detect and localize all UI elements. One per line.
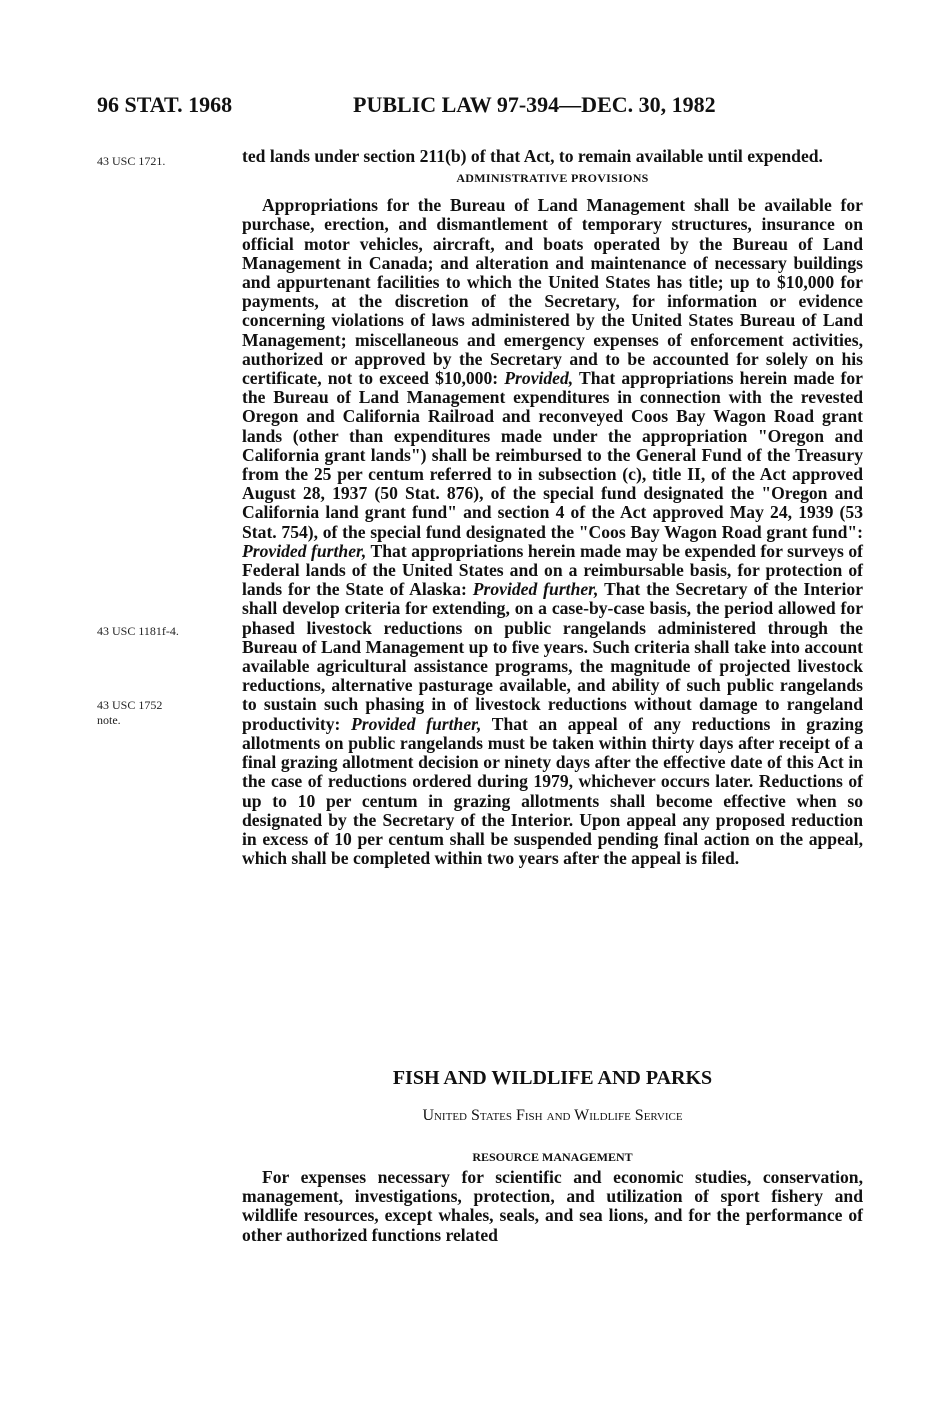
margin-citation: note. [97, 713, 121, 727]
stat-page-number: 96 STAT. 1968 [97, 92, 233, 117]
resource-management-paragraph: For expenses necessary for scientific and economic studies, conservation, management, investigations, protection, and utilization of sport fishery and wildlife resources, except whales, seals, and sea lions, and for the performance of other authorized functions related [242, 1167, 863, 1245]
continuation-paragraph: ted lands under section 211(b) of that Act, to remain available until expended. [242, 146, 823, 166]
fish-wildlife-parks-heading: FISH AND WILDLIFE AND PARKS [392, 1067, 713, 1089]
public-law-title: PUBLIC LAW 97-394—DEC. 30, 1982 [353, 92, 716, 117]
administrative-provisions-heading: ADMINISTRATIVE PROVISIONS [456, 171, 649, 186]
margin-citation: 43 USC 1181f-4. [97, 624, 179, 638]
usfws-heading: United States Fish and Wildlife Service [422, 1107, 683, 1124]
margin-citation: 43 USC 1721. [97, 154, 166, 168]
administrative-provisions-paragraph: Appropriations for the Bureau of Land Management shall be available for purchase, erection, and dismantlement of temporary structures, insurance on official motor vehicles, aircraft, and boats operated by the Bureau of Land Management in Canada; and alteration and maintenance of necessary buildings and appurtenant facilities to which the United States has title; up to $10,000 for payments, at the discretion of the Secretary, for information or evidence concerning violations of laws administered by the United States Bureau of Land Management; miscellaneous and emergency expenses of enforcement activities, authorized or approved by the Secretary and to be accounted for solely on his certificate, not to exceed $10,000: Provided, That appropriations herein made for the Bureau of Land Management expenditures in connection with the revested Oregon and California Railroad and reconveyed Coos Bay Wagon Road grant lands (other than expenditures made under the appropriation "Oregon and California grant lands") shall be reimbursed to the General Fund of the Treasury from the 25 per centum referred to in subsection (c), title II, of the Act approved August 28, 1937 (50 Stat. 876), of the special fund designated the "Oregon and California land grant fund" and section 4 of the Act approved May 24, 1939 (53 Stat. 754), of the special fund designated the "Coos Bay Wagon Road grant fund": Provided further, That appropriations herein made may be expended for surveys of Federal lands of the United States and on a reimbursable basis, for protection of lands for the State of Alaska: Provided further, That the Secretary of the Interior shall develop criteria for extending, on a case-by-case basis, the period allowed for phased livestock reductions on public rangelands administered through the Bureau of Land Management up to five years. Such criteria shall take into account available agricultural assistance programs, the magnitude of projected livestock reductions, alternative pasturage available, and ability of such public rangelands to sustain such phasing in of livestock reductions without damage to rangeland productivity: Provided further, That an appeal of any reductions in grazing allotments on public rangelands must be taken within thirty days after receipt of a final grazing allotment decision or ninety days after the effective date of this Act in the case of reductions ordered during 1979, whichever occurs later. Reductions of up to 10 per centum in grazing allotments shall become effective when so designated by the Secretary of the Interior. Upon appeal any proposed reduction in excess of 10 per centum shall be suspended pending final action on the appeal, which shall be completed within two years after the appeal is filed. [242, 195, 864, 869]
margin-citation: 43 USC 1752 [97, 698, 163, 712]
resource-management-heading: RESOURCE MANAGEMENT [472, 1150, 633, 1164]
resource-management-text [242, 1168, 863, 1245]
main-text-column [242, 147, 863, 868]
